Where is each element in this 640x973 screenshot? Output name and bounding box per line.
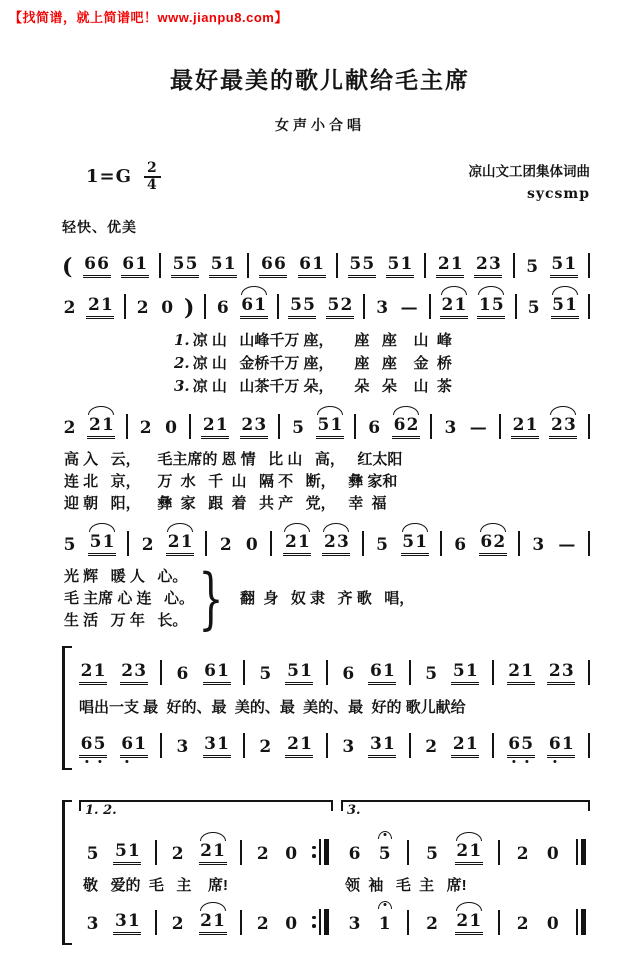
note-group: 6 1: [547, 734, 575, 758]
barline-icon: [160, 660, 162, 685]
barline-icon: [499, 414, 501, 439]
note-group: 2: [63, 417, 76, 438]
barline-icon: [278, 414, 280, 439]
barline-icon: [588, 253, 590, 278]
note-group: 2 3: [549, 415, 577, 439]
barline-icon: [588, 531, 590, 556]
barline-icon: [159, 253, 161, 278]
lyric-line-shared: 翻 身 奴 隶 齐 歌 唱，: [240, 589, 415, 607]
slur-arc-icon: [552, 286, 578, 295]
note-group: 2 1: [86, 295, 114, 319]
note-group: 5 1: [113, 841, 141, 865]
barline-icon: [513, 253, 515, 278]
barline-icon: [588, 660, 590, 685]
barline-icon: [498, 910, 500, 935]
note-group: 1: [377, 914, 392, 935]
note-group: 6 1: [121, 254, 149, 278]
note-group: 5 1: [386, 254, 414, 278]
note-group: 3: [376, 297, 389, 318]
lyrics-block-4: [64, 560, 590, 638]
barline-icon: [429, 294, 431, 319]
verse-line: [174, 352, 590, 375]
note-group: 2: [136, 297, 149, 318]
lyric-line: 毛 主席 心 连 心。: [64, 589, 195, 607]
note-group: 6 1: [298, 254, 326, 278]
note-group: 2 1: [87, 415, 115, 439]
barline-icon: [127, 531, 129, 556]
note-group: 2 3: [547, 661, 575, 685]
barline-icon: [492, 660, 494, 685]
barline-icon: [440, 531, 442, 556]
barline-icon: [515, 294, 517, 319]
note-group: 5 1: [550, 254, 578, 278]
note-group: 1 5: [477, 295, 505, 319]
slur-arc-icon: [88, 406, 114, 415]
notation-voice-2: [347, 909, 586, 935]
slur-arc-icon: [241, 286, 267, 295]
lyric-line: 唱出一支 最 好的、最 美的、最 美的、最 好的 歌儿献给: [79, 698, 466, 716]
note-group: 2 3: [240, 415, 268, 439]
low-octave-dot-icon: [85, 760, 88, 763]
notation-intro-line-1: [62, 253, 590, 278]
dash-note: —: [558, 534, 576, 555]
fermata-icon: [378, 901, 392, 909]
slur-arc-icon: [456, 902, 482, 911]
volta-row: [79, 800, 590, 945]
fermata-icon: [378, 831, 392, 839]
time-signature: [144, 161, 161, 192]
note-group: 5 2: [326, 295, 354, 319]
note-group: 5: [259, 663, 272, 684]
barline-icon: [326, 733, 328, 758]
slur-arc-icon: [200, 902, 226, 911]
slur-arc-icon: [323, 523, 349, 532]
slur-arc-icon: [393, 406, 419, 415]
key-credit-row: [62, 161, 590, 205]
rest-note: 0: [546, 913, 559, 934]
key-label: 1=G: [86, 166, 132, 188]
note-group: 5 5: [288, 295, 316, 319]
note-group: 6: [342, 663, 355, 684]
note-group: 2 3: [474, 254, 502, 278]
barline-icon: [424, 253, 426, 278]
note-group: 2: [516, 843, 529, 864]
repeat-barline-icon: [312, 839, 329, 865]
system-bracket-icon: [62, 646, 72, 770]
notation-voice-2: [85, 909, 329, 935]
system-content: [79, 646, 590, 770]
dash-note: —: [469, 417, 487, 438]
note-group: 5: [377, 844, 392, 865]
notation-voice-2: [79, 733, 590, 758]
notation-line-4: [62, 531, 590, 556]
lyric-line: 生 活 万 年 长。: [64, 611, 188, 629]
barline-icon: [160, 733, 162, 758]
verse-lyrics-block: [174, 329, 590, 398]
note-group: 6: [176, 663, 189, 684]
note-group: 5: [63, 534, 76, 555]
note-group: 2: [63, 297, 76, 318]
low-octave-dot-icon: [98, 760, 101, 763]
barline-icon: [126, 414, 128, 439]
note-group: 6 2: [392, 415, 420, 439]
slur-arc-icon: [402, 523, 428, 532]
barline-icon: [336, 253, 338, 278]
note-group: 3: [532, 534, 545, 555]
barline-icon: [409, 733, 411, 758]
barline-icon: [155, 910, 157, 935]
note-group: 2: [425, 736, 438, 757]
lyric-line: 迎 朝 阳， 彝 家 跟 着 共 产 党， 幸 福: [64, 494, 387, 512]
note-group: 2 3: [322, 532, 350, 556]
note-group: 6: [348, 843, 361, 864]
lyric-line: 领 袖 毛 主 席!: [345, 876, 467, 894]
lyrics-4-left: [64, 566, 194, 632]
dash-note: —: [400, 297, 418, 318]
note-group: 5 1: [551, 295, 579, 319]
note-group: 3 1: [113, 911, 141, 935]
note-group: 6 2: [479, 532, 507, 556]
barline-icon: [240, 840, 242, 865]
note-group: 3: [342, 736, 355, 757]
verse-text: 凉 山 山峰千万 座， 座 座 山 峰: [192, 331, 452, 349]
note-group: 5 1: [451, 661, 479, 685]
notation-intro-line-2: [62, 294, 590, 319]
barline-icon: [409, 660, 411, 685]
note-group: 3: [176, 736, 189, 757]
verse-line: [174, 329, 590, 352]
note-group: 2: [139, 417, 152, 438]
note-group: 2 3: [120, 661, 148, 685]
notation-line-3: [62, 414, 590, 439]
note-group: 6 6: [83, 254, 111, 278]
barline-icon: [588, 414, 590, 439]
song-title: 最好最美的歌儿献给毛主席: [170, 67, 470, 94]
slur-arc-icon: [441, 286, 467, 295]
slur-arc-icon: [200, 832, 226, 841]
note-group: 2: [219, 534, 232, 555]
barline-icon: [492, 733, 494, 758]
note-group: 2: [426, 913, 438, 934]
low-octave-dot-icon: [126, 760, 129, 763]
note-group: 5: [527, 297, 540, 318]
barline-icon: [124, 294, 126, 319]
rest-note: 0: [546, 843, 559, 864]
barline-icon: [243, 660, 245, 685]
barline-icon: [498, 840, 500, 865]
notation-voice-1: [79, 660, 590, 685]
note-group: 2 1: [455, 911, 483, 935]
note-group: 6 1: [240, 295, 268, 319]
note-group: 5 1: [88, 532, 116, 556]
note-group: 2 1: [451, 734, 479, 758]
barline-icon: [205, 531, 207, 556]
note-group: 2 1: [201, 415, 229, 439]
credit-romanized: sycsmp: [526, 185, 590, 202]
final-barline-icon: [576, 839, 587, 865]
note-group: 5 5: [171, 254, 199, 278]
lyrics-block-3: [64, 449, 590, 515]
barline-icon: [518, 531, 520, 556]
barline-icon: [326, 660, 328, 685]
barline-icon: [247, 253, 249, 278]
parenthesis: ): [184, 294, 195, 321]
repeat-barline-icon: [312, 909, 329, 935]
note-group: 2: [259, 736, 272, 757]
barline-icon: [204, 294, 206, 319]
barline-icon: [588, 733, 590, 758]
note-group: 6 1: [120, 734, 148, 758]
credits-block: [469, 161, 591, 205]
note-group: 5 5: [348, 254, 376, 278]
note-group: 2 1: [455, 841, 483, 865]
slur-arc-icon: [456, 832, 482, 841]
final-system: [62, 800, 590, 945]
note-group: 3 1: [368, 734, 396, 758]
barline-icon: [270, 531, 272, 556]
verse-number: 3.: [174, 376, 190, 395]
slur-arc-icon: [89, 523, 115, 532]
barline-icon: [362, 531, 364, 556]
note-group: 2: [171, 913, 184, 934]
note-group: 5 1: [285, 661, 313, 685]
rest-note: 0: [285, 843, 298, 864]
note-group: 5: [86, 843, 99, 864]
note-group: 6: [454, 534, 467, 555]
note-group: 2: [256, 913, 269, 934]
barline-icon: [407, 840, 409, 865]
note-group: 6 1: [203, 661, 231, 685]
performance-type: 女声小合唱: [275, 117, 365, 133]
note-group: 3: [86, 913, 99, 934]
low-octave-dot-icon: [513, 760, 516, 763]
time-numerator: 2: [146, 160, 158, 176]
barline-icon: [277, 294, 279, 319]
barline-icon: [588, 294, 590, 319]
note-group: 6 5: [79, 734, 107, 758]
parenthesis: (: [62, 253, 73, 280]
rest-note: 0: [161, 297, 174, 318]
note-group: 3 1: [203, 734, 231, 758]
note-group: 6 6: [259, 254, 287, 278]
note-group: 6: [216, 297, 229, 318]
volta-label: 1. 2.: [85, 803, 121, 818]
final-barline-icon: [576, 909, 587, 935]
note-group: 2 1: [436, 254, 464, 278]
note-group: 2: [516, 913, 529, 934]
note-group: 2: [256, 843, 269, 864]
note-group: 6 5: [507, 734, 535, 758]
note-group: 2 1: [511, 415, 539, 439]
note-group: 5: [426, 843, 438, 864]
slur-arc-icon: [317, 406, 343, 415]
note-group: 2 1: [199, 841, 227, 865]
volta-bracket-icon: [79, 800, 333, 818]
slur-arc-icon: [478, 286, 504, 295]
tempo-marking: 轻快、优美: [62, 218, 137, 235]
notation-voice-1: [347, 839, 586, 865]
two-voice-system: [62, 646, 590, 770]
slur-arc-icon: [167, 523, 193, 532]
note-group: 5 1: [316, 415, 344, 439]
barline-icon: [155, 840, 157, 865]
note-group: 2 1: [199, 911, 227, 935]
note-group: 2 1: [166, 532, 194, 556]
barline-icon: [354, 414, 356, 439]
slur-arc-icon: [480, 523, 506, 532]
barline-icon: [363, 294, 365, 319]
time-denominator: 4: [144, 176, 161, 193]
volta-bracket-icon: [341, 800, 590, 818]
note-group: 5 1: [209, 254, 237, 278]
volta-ending-1-2: [79, 800, 333, 945]
key-signature: [86, 161, 161, 192]
score-area: [62, 161, 590, 945]
lyric-line: 光 辉 暖 人 心。: [64, 567, 188, 585]
note-group: 3: [348, 913, 361, 934]
volta-label: 3.: [347, 803, 365, 818]
lyric-line: 高 入 云， 毛主席的 恩 情 比 山 高， 红太阳: [64, 450, 403, 468]
note-group: 5: [376, 534, 388, 555]
note-group: 6 1: [368, 661, 396, 685]
note-group: 2: [171, 843, 184, 864]
verse-line: [174, 375, 590, 398]
lyric-line: 连 北 京， 万 水 千 山 隔 不 断， 彝 家和: [64, 472, 398, 490]
verse-text: 凉 山 金桥千万 座， 座 座 金 桥: [192, 354, 452, 372]
notation-voice-1: [85, 839, 329, 865]
low-octave-dot-icon: [526, 760, 529, 763]
barline-icon: [243, 733, 245, 758]
note-group: 2 1: [79, 661, 107, 685]
barline-icon: [430, 414, 432, 439]
system-bracket-icon: [62, 800, 72, 945]
site-banner-link[interactable]: 【找简谱，就上简谱吧！www.jianpu8.com】: [9, 10, 288, 25]
lyrics-brace: }: [198, 560, 224, 638]
note-group: 5: [425, 663, 438, 684]
note-group: 2: [141, 534, 154, 555]
volta-ending-3: [341, 800, 590, 945]
verse-number: 1.: [174, 330, 190, 349]
rest-note: 0: [245, 534, 258, 555]
verse-text: 凉 山 山茶千万 朵， 朵 朵 山 茶: [192, 377, 452, 395]
low-octave-dot-icon: [553, 760, 556, 763]
verse-number: 2.: [174, 353, 190, 372]
rest-note: 0: [285, 913, 298, 934]
barline-icon: [407, 910, 409, 935]
note-group: 3: [444, 417, 457, 438]
barline-icon: [240, 910, 242, 935]
rest-note: 0: [165, 417, 177, 438]
note-group: 6: [368, 417, 381, 438]
note-group: 5: [526, 256, 539, 277]
note-group: 2 1: [285, 734, 313, 758]
note-group: 2 1: [440, 295, 468, 319]
note-group: 2 1: [283, 532, 311, 556]
credit-authors: 凉山文工团集体词曲: [468, 164, 590, 179]
note-group: 2 1: [507, 661, 535, 685]
note-group: 5: [292, 417, 304, 438]
note-group: 5 1: [401, 532, 429, 556]
slur-arc-icon: [550, 406, 576, 415]
lyric-line: 敬 爱的 毛 主 席!: [83, 876, 229, 894]
slur-arc-icon: [284, 523, 310, 532]
barline-icon: [189, 414, 191, 439]
